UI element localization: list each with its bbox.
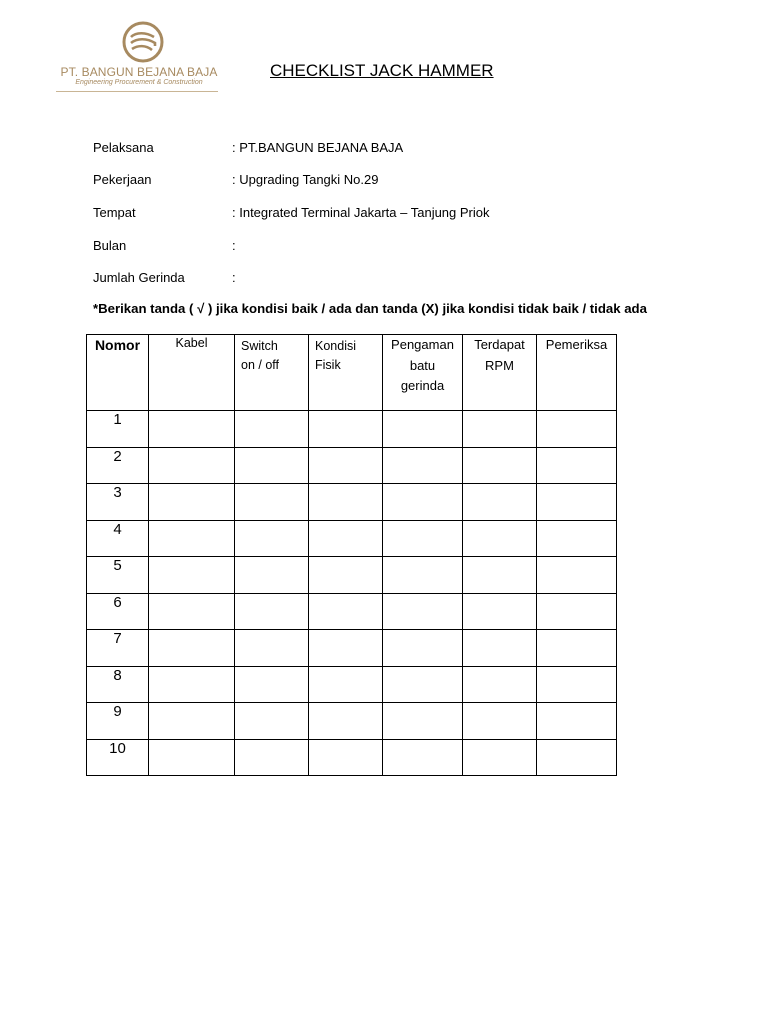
kondisi-fisik-cell[interactable] — [309, 557, 383, 594]
rpm-cell[interactable] — [463, 739, 537, 776]
pengaman-cell[interactable] — [383, 593, 463, 630]
kabel-cell[interactable] — [149, 484, 235, 521]
header-pengaman-line: batu — [409, 357, 436, 373]
table-row — [87, 739, 617, 776]
pengaman-cell[interactable] — [383, 666, 463, 703]
table-row — [87, 411, 617, 448]
pemeriksa-cell[interactable] — [537, 557, 617, 594]
header-switch-line: on / off — [241, 358, 279, 372]
table-row — [87, 447, 617, 484]
switch-cell[interactable] — [235, 557, 309, 594]
header-pemeriksa: Pemeriksa — [537, 335, 617, 411]
header-pengaman-batu-gerinda — [383, 335, 463, 411]
header-switch-line: Switch — [241, 339, 278, 353]
row-number: 1 — [87, 411, 149, 448]
table-row — [87, 593, 617, 630]
pengaman-cell[interactable] — [383, 703, 463, 740]
pengaman-cell[interactable] — [383, 411, 463, 448]
header-switch — [235, 335, 309, 411]
rpm-cell[interactable] — [463, 447, 537, 484]
header-rpm-line: Terdapat — [474, 337, 525, 352]
checklist-rows — [87, 411, 617, 776]
switch-cell[interactable] — [235, 411, 309, 448]
pemeriksa-cell[interactable] — [537, 593, 617, 630]
switch-cell[interactable] — [235, 739, 309, 776]
info-label: Pekerjaan — [93, 172, 152, 187]
logo-underline — [56, 91, 218, 92]
kondisi-fisik-cell[interactable] — [309, 447, 383, 484]
info-label: Jumlah Gerinda — [93, 270, 185, 285]
header-nomor: Nomor — [87, 335, 149, 411]
pemeriksa-cell[interactable] — [537, 630, 617, 667]
info-value: : Integrated Terminal Jakarta – Tanjung Priok — [232, 205, 490, 220]
row-number: 8 — [87, 666, 149, 703]
pengaman-cell[interactable] — [383, 557, 463, 594]
kondisi-fisik-cell[interactable] — [309, 593, 383, 630]
switch-cell[interactable] — [235, 593, 309, 630]
company-logo-mark-icon — [120, 20, 166, 64]
switch-cell[interactable] — [235, 520, 309, 557]
pengaman-cell[interactable] — [383, 630, 463, 667]
logo-company-name: PT. BANGUN BEJANA BAJA — [60, 65, 218, 79]
row-number: 5 — [87, 557, 149, 594]
rpm-cell[interactable] — [463, 666, 537, 703]
pemeriksa-cell[interactable] — [537, 447, 617, 484]
kabel-cell[interactable] — [149, 630, 235, 667]
kondisi-fisik-cell[interactable] — [309, 739, 383, 776]
row-number: 9 — [87, 703, 149, 740]
rpm-cell[interactable] — [463, 557, 537, 594]
company-logo — [56, 18, 222, 94]
kabel-cell[interactable] — [149, 703, 235, 740]
pemeriksa-cell[interactable] — [537, 703, 617, 740]
header-rpm-line: RPM — [485, 357, 514, 373]
info-value: : — [232, 270, 236, 285]
header-kondisi-line: Fisik — [315, 358, 341, 372]
info-value: : Upgrading Tangki No.29 — [232, 172, 379, 187]
row-number: 2 — [87, 447, 149, 484]
pemeriksa-cell[interactable] — [537, 739, 617, 776]
kondisi-fisik-cell[interactable] — [309, 520, 383, 557]
pengaman-cell[interactable] — [383, 739, 463, 776]
row-number: 7 — [87, 630, 149, 667]
header-kondisi-fisik — [309, 335, 383, 411]
kabel-cell[interactable] — [149, 739, 235, 776]
checklist-table — [86, 334, 617, 776]
kondisi-fisik-cell[interactable] — [309, 666, 383, 703]
kabel-cell[interactable] — [149, 666, 235, 703]
info-value: : — [232, 238, 236, 253]
kondisi-fisik-cell[interactable] — [309, 703, 383, 740]
pengaman-cell[interactable] — [383, 447, 463, 484]
header-kabel: Kabel — [149, 335, 235, 411]
rpm-cell[interactable] — [463, 593, 537, 630]
switch-cell[interactable] — [235, 703, 309, 740]
row-number: 4 — [87, 520, 149, 557]
table-row — [87, 520, 617, 557]
rpm-cell[interactable] — [463, 630, 537, 667]
table-row — [87, 703, 617, 740]
document-title: CHECKLIST JACK HAMMER — [270, 61, 494, 80]
pengaman-cell[interactable] — [383, 484, 463, 521]
logo-tagline: Engineering Procurement & Construction — [75, 79, 203, 86]
header-terdapat-rpm — [463, 335, 537, 411]
kabel-cell[interactable] — [149, 593, 235, 630]
kabel-cell[interactable] — [149, 520, 235, 557]
info-label: Tempat — [93, 205, 136, 220]
pengaman-cell[interactable] — [383, 520, 463, 557]
rpm-cell[interactable] — [463, 520, 537, 557]
switch-cell[interactable] — [235, 484, 309, 521]
kabel-cell[interactable] — [149, 447, 235, 484]
header-pengaman-line: Pengaman — [391, 337, 454, 352]
kondisi-fisik-cell[interactable] — [309, 630, 383, 667]
instruction-text: *Berikan tanda ( √ ) jika kondisi baik / ada dan tanda (X) jika kondisi tidak baik / tidak ada — [93, 301, 647, 316]
row-number: 10 — [87, 739, 149, 776]
switch-cell[interactable] — [235, 630, 309, 667]
header-kondisi-line: Kondisi — [315, 339, 356, 353]
info-label: Bulan — [93, 238, 127, 253]
info-value: : PT.BANGUN BEJANA BAJA — [232, 140, 404, 155]
kabel-cell[interactable] — [149, 411, 235, 448]
rpm-cell[interactable] — [463, 484, 537, 521]
switch-cell[interactable] — [235, 666, 309, 703]
table-row — [87, 666, 617, 703]
pemeriksa-cell[interactable] — [537, 520, 617, 557]
kondisi-fisik-cell[interactable] — [309, 411, 383, 448]
table-header-row — [87, 335, 617, 411]
rpm-cell[interactable] — [463, 411, 537, 448]
row-number: 3 — [87, 484, 149, 521]
pemeriksa-cell[interactable] — [537, 484, 617, 521]
switch-cell[interactable] — [235, 447, 309, 484]
pemeriksa-cell[interactable] — [537, 411, 617, 448]
header-pengaman-line: gerinda — [400, 378, 445, 393]
pemeriksa-cell[interactable] — [537, 666, 617, 703]
table-row — [87, 557, 617, 594]
table-row — [87, 484, 617, 521]
kondisi-fisik-cell[interactable] — [309, 484, 383, 521]
table-row — [87, 630, 617, 667]
kabel-cell[interactable] — [149, 557, 235, 594]
rpm-cell[interactable] — [463, 703, 537, 740]
row-number: 6 — [87, 593, 149, 630]
info-label: Pelaksana — [93, 140, 154, 155]
